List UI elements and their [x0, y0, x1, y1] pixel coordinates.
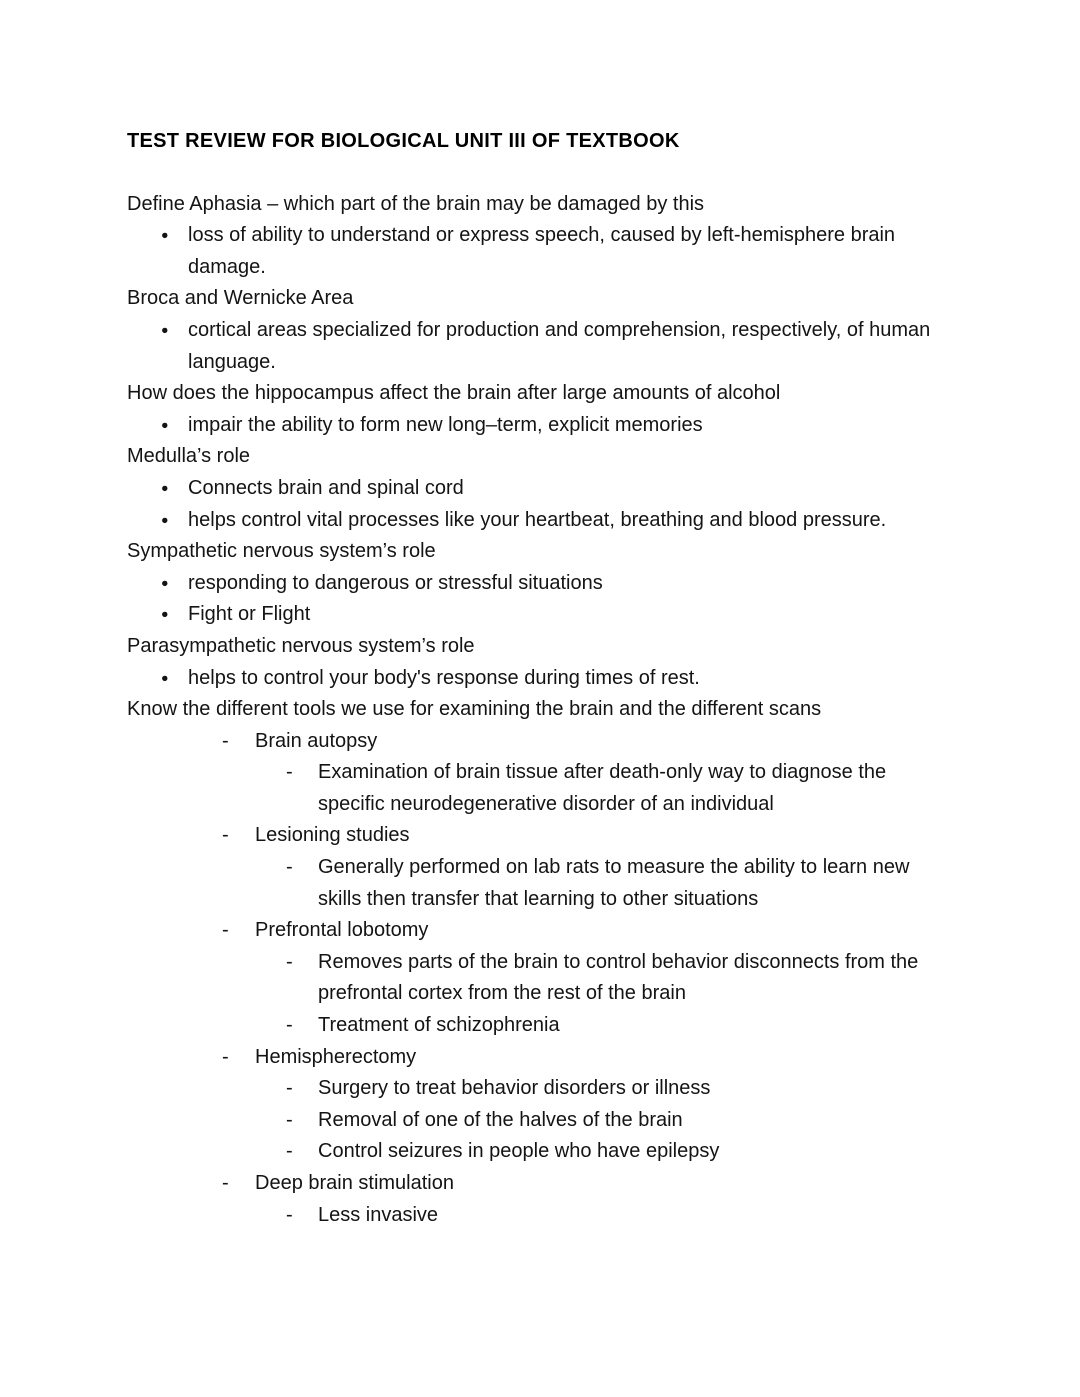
bullet-item — [127, 315, 952, 378]
bullet-marker: ● — [161, 670, 169, 685]
topic-line — [127, 189, 952, 221]
sub-item-level-2 — [127, 757, 952, 820]
line-text: Control seizures in people who have epilepsy — [318, 1140, 720, 1163]
dash-marker: - — [286, 1140, 293, 1163]
line-text: Removal of one of the halves of the brain — [318, 1108, 683, 1131]
line-text: loss of ability to understand or express speech, caused by left-hemisphere brain damage. — [188, 224, 896, 278]
line-text: Sympathetic nervous system’s role — [127, 540, 436, 563]
line-text: Hemispherectomy — [255, 1045, 417, 1068]
topic-line — [127, 694, 952, 726]
sub-item-level-2 — [127, 1136, 952, 1168]
line-text: cortical areas specialized for production and comprehension, respectively, of human language. — [188, 318, 931, 373]
sub-item-level-1 — [127, 1042, 952, 1074]
bullet-item — [127, 663, 952, 695]
line-text: Brain autopsy — [255, 729, 378, 752]
dash-marker: - — [286, 1077, 293, 1100]
sub-item-level-2 — [127, 1010, 952, 1042]
dash-marker: - — [286, 856, 293, 879]
sub-item-level-2 — [127, 1073, 952, 1105]
topic-line — [127, 536, 952, 568]
line-text: Fight or Flight — [188, 603, 311, 626]
bullet-marker: ● — [161, 322, 169, 337]
line-text: Examination of brain tissue after death-only way to diagnose the specific neurodegenerative disorder of an individual — [318, 761, 887, 815]
bullet-item — [127, 473, 952, 505]
sub-item-level-1 — [127, 726, 952, 758]
line-text: Define Aphasia – which part of the brain may be damaged by this — [127, 192, 705, 215]
topic-line — [127, 441, 952, 473]
dash-marker: - — [222, 919, 229, 942]
line-text: Connects brain and spinal cord — [188, 476, 464, 499]
line-text: Deep brain stimulation — [255, 1172, 454, 1194]
dash-marker: - — [222, 824, 229, 847]
line-text: Parasympathetic nervous system’s role — [127, 634, 475, 657]
line-text: Less invasive — [318, 1203, 439, 1226]
line-text: Lesioning studies — [255, 824, 410, 847]
dash-marker: - — [286, 761, 293, 784]
line-text: helps to control your body's response during times of rest. — [188, 666, 700, 689]
line-text: Generally performed on lab rats to measure the ability to learn new skills then transfer that learning to other situations — [318, 856, 910, 910]
dash-marker: - — [286, 1203, 293, 1226]
bullet-item — [127, 568, 952, 600]
dash-marker: - — [286, 1014, 293, 1037]
line-text: Broca and Wernicke Area — [127, 287, 354, 310]
topic-line — [127, 283, 952, 315]
line-text: How does the hippocampus affect the brain after large amounts of alcohol — [127, 382, 781, 405]
sub-item-level-1 — [127, 820, 952, 852]
dash-marker: - — [286, 1108, 293, 1131]
topic-line — [127, 378, 952, 410]
line-text: Treatment of schizophrenia — [318, 1014, 560, 1037]
bullet-marker: ● — [161, 607, 169, 622]
dash-marker: - — [222, 729, 229, 752]
bullet-marker: ● — [161, 575, 169, 590]
bullet-item — [127, 505, 952, 537]
bullet-item — [127, 599, 952, 631]
sub-item-level-2 — [127, 1105, 952, 1137]
sub-item-level-2 — [127, 1200, 952, 1232]
dash-marker: - — [286, 950, 293, 973]
bullet-item — [127, 410, 952, 442]
sub-item-level-2 — [127, 947, 952, 1010]
line-text: Know the different tools we use for examining the brain and the different scans — [127, 698, 822, 721]
document-title: TEST REVIEW FOR BIOLOGICAL UNIT III OF TEXTBOOK — [127, 130, 680, 152]
topic-line — [127, 631, 952, 663]
line-text: Surgery to treat behavior disorders or illness — [318, 1077, 711, 1100]
bullet-marker: ● — [161, 512, 169, 527]
dash-marker: - — [222, 1172, 229, 1194]
line-text: impair the ability to form new long–term, explicit memories — [188, 413, 703, 436]
dash-marker: - — [222, 1045, 229, 1068]
bullet-item — [127, 220, 952, 283]
line-text: helps control vital processes like your heartbeat, breathing and blood pressure. — [188, 508, 887, 531]
line-text: Prefrontal lobotomy — [255, 919, 429, 942]
document-body — [127, 189, 952, 1232]
bullet-marker: ● — [161, 228, 169, 243]
line-text: Medulla’s role — [127, 445, 251, 468]
line-text: Removes parts of the brain to control behavior disconnects from the prefrontal cortex from the rest of the brain — [318, 950, 919, 1005]
bullet-marker: ● — [161, 417, 169, 432]
bullet-marker: ● — [161, 480, 169, 495]
sub-item-level-1 — [127, 1168, 952, 1200]
sub-item-level-1 — [127, 915, 952, 947]
sub-item-level-2 — [127, 852, 952, 915]
line-text: responding to dangerous or stressful situations — [188, 571, 603, 594]
